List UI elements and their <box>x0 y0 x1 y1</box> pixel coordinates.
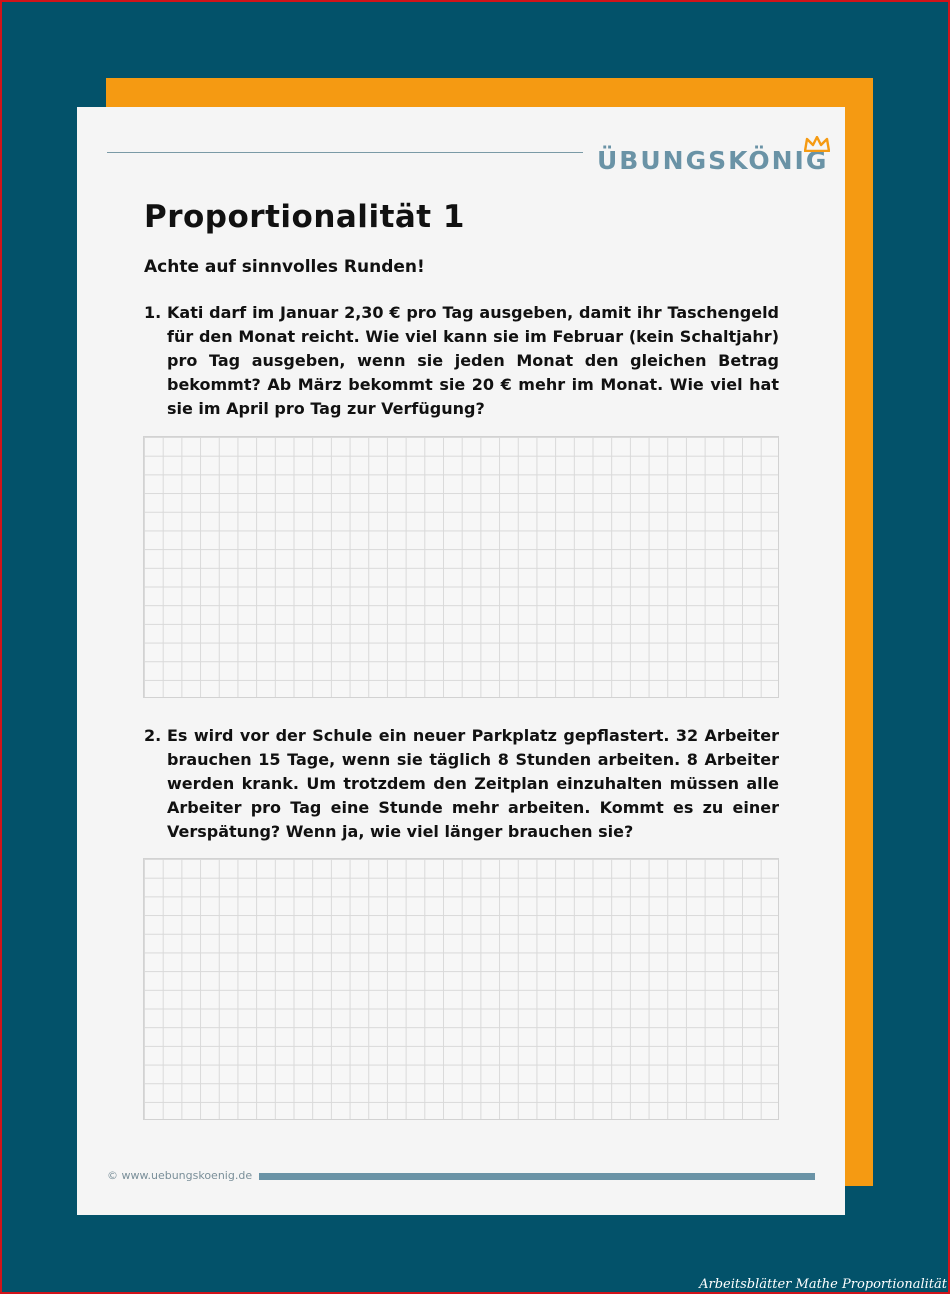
task-2 <box>144 724 779 844</box>
footer-bar <box>259 1173 815 1180</box>
logo-text: ÜBUNGSKÖNIG <box>597 146 829 175</box>
task-number: 1. <box>144 303 162 322</box>
worksheet-page <box>77 107 845 1215</box>
task-text: Kati darf im Januar 2,30 € pro Tag ausgeben, damit ihr Taschengeld für den Monat reicht. Wie viel kann sie im Februar (kein Schaltjahr) pro Tag ausgeben, wenn sie jeden Monat den gleichen Betrag bekommt? Ab März bekommt sie 20 € mehr im Monat. Wie viel hat sie im April pro Tag zur Verfügung? <box>167 303 779 418</box>
task-number: 2. <box>144 726 162 745</box>
worksheet-title: Proportionalität 1 <box>144 199 465 235</box>
task-text: Es wird vor der Schule ein neuer Parkplatz gepflastert. 32 Arbeiter brauchen 15 Tage, wenn sie täglich 8 Stunden arbeiten. 8 Arbeiter werden krank. Um trotzdem den Zeitplan einzuhalten müssen alle Arbeiter pro Tag eine Stunde mehr arbeiten. Kommt es zu einer Verspätung? Wenn ja, wie viel länger brauchen sie? <box>167 726 779 841</box>
brand-logo <box>597 141 828 181</box>
answer-grid-1 <box>143 436 779 698</box>
crown-icon <box>804 136 830 152</box>
footer-copyright: © www.uebungskoenig.de <box>107 1169 253 1182</box>
answer-grid-2 <box>143 858 779 1120</box>
task-1 <box>144 301 779 421</box>
image-caption: Arbeitsblätter Mathe Proportionalität <box>699 1277 947 1292</box>
worksheet-hint: Achte auf sinnvolles Runden! <box>144 257 425 277</box>
header-rule <box>107 152 583 153</box>
